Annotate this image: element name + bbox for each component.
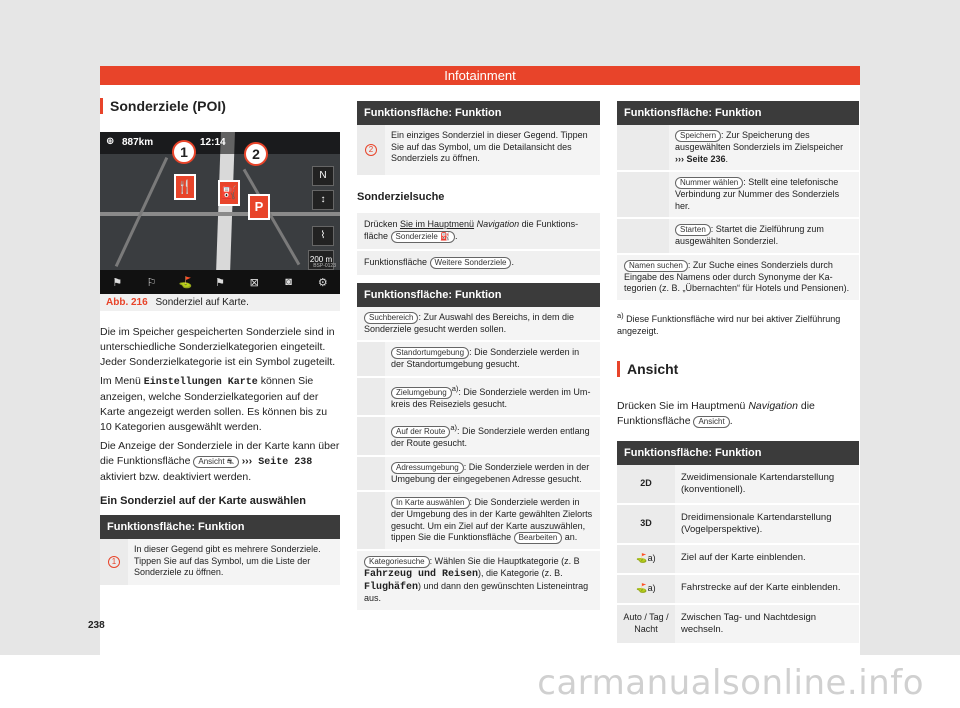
poi-select-table <box>100 515 340 587</box>
poi-detail-table <box>357 101 600 177</box>
map-bottom-bar <box>100 270 340 294</box>
subheading-poi-search: Sonderzielsuche <box>357 191 445 203</box>
table-row: Starten : Startet die Zielführung zum ausgewählten Sonderziel. <box>617 219 859 255</box>
subheading-select-poi: Ein Sonderziel auf der Karte auswählen <box>100 495 306 507</box>
row-text: Ein einziges Sonderziel in dieser Gegend. Tippen Sie auf das Symbol, um die Detailansicht des Sonderziels zu öffnen. <box>385 125 600 175</box>
table-row: Namen suchen : Zur Suche eines Sonderziels durch Eingabe des Namens oder durch Synonyme der Kategorien (z. B. „Übernachten“ für Hotels und Pensionen). <box>617 255 859 302</box>
section-title-poi: Sonderziele (POI) <box>100 98 340 114</box>
time-readout: 12:14 <box>200 137 226 148</box>
adressumgebung-button[interactable]: Adressumgebung <box>391 462 464 474</box>
2d-view-icon[interactable]: 2D <box>640 477 652 488</box>
starten-button[interactable]: Starten <box>675 224 711 236</box>
page-number: 238 <box>88 620 105 631</box>
instruction-box-1: Drücken Sie im Hauptmenü Navigation die Funktionsfläche Sonderziele ⛽ . <box>357 213 600 251</box>
distance-readout: 887km <box>122 137 154 148</box>
paragraph-2: Im Menü Einstellungen Karte können Sie anzeigen, welche Sonderzielkategorien auf der Karte angezeigt werden sollen. Es können bis zu 10 Kategorien ausgewählt werden. <box>100 375 328 433</box>
table-row <box>357 125 600 177</box>
poi-search-table <box>357 283 600 612</box>
watermark-text: carmanualsonline.info <box>537 663 924 703</box>
zoom-icon[interactable]: ↕ <box>312 190 334 210</box>
nummer-waehlen-button[interactable]: Nummer wählen <box>675 177 743 189</box>
ansicht-button[interactable]: Ansicht ⛐ <box>193 456 238 468</box>
in-karte-auswaehlen-button[interactable]: In Karte auswählen <box>391 497 470 509</box>
section-title-ansicht: Ansicht <box>617 361 859 377</box>
table-row: ⛳a) Fahrstrecke auf der Karte einblenden. <box>617 575 859 605</box>
table-row: Auto / Tag / Nacht Zwischen Tag- und Nachtdesign wechseln. <box>617 605 859 645</box>
table-row: 2D Zweidimensionale Kartendarstellung (konventionell). <box>617 465 859 505</box>
paragraph-1: Die im Speicher gespeicherten Sonderziele sind in unterschiedliche Sonderzielkategorien eingeteilt. Jeder Sonderzielkategorie ist ein Symbol zugeteilt. <box>100 326 336 368</box>
table-row: 3D Dreidimensionale Kartendarstellung (Vogelperspektive). <box>617 505 859 545</box>
figure-label: Abb. 216 <box>106 297 148 308</box>
bearbeiten-button[interactable]: Bearbeiten <box>514 532 563 544</box>
table-header: Funktionsfläche: Funktion <box>617 441 859 465</box>
map-top-bar <box>100 132 340 154</box>
settings-icon[interactable]: ⚙ <box>317 276 328 289</box>
left-column <box>100 98 340 587</box>
figure-caption-text: Sonderziel auf Karte. <box>155 297 249 308</box>
route-icon[interactable]: ⌇ <box>312 226 334 246</box>
callout-1: 1 <box>172 140 196 164</box>
radio-icon[interactable]: ◙ <box>285 276 292 288</box>
suchbereich-button[interactable]: Suchbereich <box>364 312 418 324</box>
table-row: Standortumgebung : Die Sonderziele werden in der Standortumgebung gesucht. <box>357 342 600 378</box>
chapter-header: Infotainment <box>100 66 860 85</box>
route-options-icon[interactable]: ⚐ <box>146 276 157 289</box>
parking-poi-icon[interactable]: P <box>248 194 270 220</box>
table-header: Funktionsfläche: Funktion <box>357 283 600 307</box>
ansicht-paragraph: Drücken Sie im Hauptmenü Navigation die Funktionsfläche Ansicht . <box>617 399 815 427</box>
image-code: BSP-0123 <box>313 263 336 269</box>
paragraph-3: Die Anzeige der Sonderziele in der Karte kann über die Funktionsfläche Ansicht ⛐ ››› Seite 238 aktiviert bzw. deaktiviert werden. <box>100 440 340 483</box>
row-text: In dieser Gegend gibt es mehrere Sonderziele. Tippen Sie auf das Symbol, um die Liste der Sonderziele zu öffnen. <box>128 539 340 585</box>
table-row: Speichern : Zur Speicherung des ausgewählten Sonderziels im Zielspeicher ››› Seite 236. <box>617 125 859 172</box>
table-row: In Karte auswählen : Die Sonderziele werden in der Umgebung des in der Karte gewählten Zielorts gesucht. Um ein Ziel auf der Karte auszuwählen, tippen Sie die Funktionsfläche Bearbeiten an. <box>357 492 600 551</box>
flag-icon[interactable]: ⚑ <box>112 276 123 289</box>
table-row: Adressumgebung : Die Sonderziele werden in der Umgebung der eingegebenen Adresse gesucht. <box>357 457 600 493</box>
table-header: Funktionsfläche: Funktion <box>100 515 340 539</box>
poi-actions-table <box>617 101 859 302</box>
table-row: Zielumgebung $^{a)}$: Die Sonderziele werden im Umkreis des Reiseziels gesucht. <box>357 378 600 418</box>
poi-flag-icon[interactable]: ⚑ <box>215 276 225 289</box>
ansicht-button[interactable]: Ansicht <box>693 416 729 428</box>
restaurant-poi-icon[interactable]: 🍴 <box>174 174 196 200</box>
instruction-box-2: Funktionsfläche Weitere Sonderziele . <box>357 251 600 277</box>
table-row: Suchbereich : Zur Auswahl des Bereichs, in dem die Sonderziele gesucht werden sollen. <box>357 307 600 343</box>
auf-der-route-button[interactable]: Auf der Route <box>391 426 450 438</box>
compass-icon: ⊕ <box>106 136 115 147</box>
north-icon[interactable]: N <box>312 166 334 186</box>
callout-2: 2 <box>244 142 268 166</box>
weitere-sonderziele-button[interactable]: Weitere Sonderziele <box>430 257 512 269</box>
table-header: Funktionsfläche: Funktion <box>617 101 859 125</box>
route-flag-icon[interactable]: ⛳a) <box>636 582 656 593</box>
namen-suchen-button[interactable]: Namen suchen <box>624 260 688 272</box>
footnote: $^{a)}$ Diese Funktionsfläche wird nur bei aktiver Zielführung angezeigt. <box>617 310 841 336</box>
middle-column <box>357 101 600 612</box>
watermark-area <box>0 655 960 708</box>
right-column <box>617 101 859 645</box>
map-view-icon[interactable]: ⊠ <box>249 276 259 289</box>
table-header: Funktionsfläche: Funktion <box>357 101 600 125</box>
figure-caption <box>100 294 340 311</box>
view-table <box>617 441 859 645</box>
row-number: 2 <box>365 144 377 156</box>
destination-flag-icon[interactable]: ⛳a) <box>636 552 656 563</box>
sonderziele-button[interactable]: Sonderziele ⛽ <box>391 231 455 243</box>
table-row: Kategoriesuche : Wählen Sie die Hauptkategorie (z. B Fahrzeug und Reisen), die Kategorie (z. B. Flughäfen) und dann den gewünschten Listeneintrag aus. <box>357 551 600 612</box>
table-row <box>100 539 340 587</box>
table-row: Auf der Route $^{a)}$: Die Sonderziele werden entlang der Route gesucht. <box>357 417 600 457</box>
3d-view-icon[interactable]: 3D <box>640 517 652 528</box>
fuel-poi-icon[interactable]: ⛽ <box>218 180 240 206</box>
zielumgebung-button[interactable]: Zielumgebung <box>391 387 452 399</box>
route-flag-icon[interactable]: ⛳ <box>178 276 193 289</box>
row-number: 1 <box>108 556 120 568</box>
table-row: Nummer wählen : Stellt eine telefonische Verbindung zur Nummer des Sonderziels her. <box>617 172 859 219</box>
scale-indicator: 200 m <box>308 250 334 270</box>
table-row: ⛳a) Ziel auf der Karte einblenden. <box>617 545 859 575</box>
kategoriesuche-button[interactable]: Kategoriesuche <box>364 556 430 568</box>
navigation-map-image <box>100 132 340 294</box>
standortumgebung-button[interactable]: Standortumgebung <box>391 347 469 359</box>
day-night-option[interactable]: Auto / Tag / Nacht <box>623 612 669 634</box>
speichern-button[interactable]: Speichern <box>675 130 721 142</box>
